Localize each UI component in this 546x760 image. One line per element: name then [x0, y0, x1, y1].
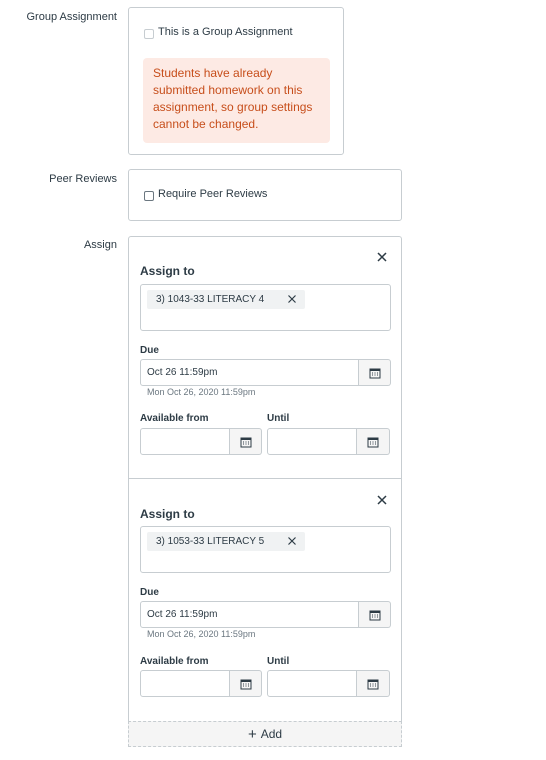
- add-assignment-button[interactable]: [128, 721, 402, 747]
- assignee-token: [147, 532, 305, 551]
- assign-box: [128, 236, 402, 722]
- calendar-icon: [240, 678, 252, 690]
- peer-reviews-box: [128, 169, 402, 221]
- available-from-calendar-button[interactable]: [230, 428, 262, 455]
- remove-token-icon[interactable]: [287, 536, 297, 546]
- calendar-icon: [369, 367, 381, 379]
- available-from-label: Available from: [140, 413, 209, 424]
- close-icon[interactable]: [375, 493, 389, 507]
- card-divider: [129, 478, 401, 479]
- group-assignment-label: Group Assignment: [26, 11, 117, 23]
- group-assignment-checkbox[interactable]: [144, 29, 154, 39]
- until-label: Until: [267, 413, 290, 424]
- assignee-token-label: 3) 1053-33 LITERACY 5: [156, 536, 265, 547]
- due-date-calendar-button[interactable]: [359, 601, 391, 628]
- plus-icon: +: [247, 725, 257, 743]
- available-from-input[interactable]: [140, 670, 230, 697]
- due-label: Due: [140, 587, 159, 598]
- remove-token-icon[interactable]: [287, 294, 297, 304]
- available-from-label: Available from: [140, 656, 209, 667]
- assignee-token: [147, 290, 305, 309]
- group-settings-alert: Students have already submitted homework on this assignment, so group settings cannot be changed.: [143, 58, 330, 143]
- available-from-calendar-button[interactable]: [230, 670, 262, 697]
- assign-to-label: Assign to: [140, 264, 195, 278]
- assign-to-input[interactable]: [140, 526, 391, 573]
- close-icon[interactable]: [375, 250, 389, 264]
- until-input[interactable]: [267, 428, 357, 455]
- group-assignment-checkbox-label: This is a Group Assignment: [158, 26, 293, 38]
- due-label: Due: [140, 345, 159, 356]
- calendar-icon: [369, 609, 381, 621]
- group-assignment-box: [128, 7, 344, 155]
- due-date-input[interactable]: Oct 26 11:59pm: [140, 359, 359, 386]
- until-calendar-button[interactable]: [357, 428, 390, 455]
- due-date-hint: Mon Oct 26, 2020 11:59pm: [147, 387, 256, 397]
- until-input[interactable]: [267, 670, 357, 697]
- assign-to-input[interactable]: [140, 284, 391, 331]
- available-from-input[interactable]: [140, 428, 230, 455]
- peer-reviews-checkbox-label: Require Peer Reviews: [158, 188, 268, 200]
- assign-to-label: Assign to: [140, 507, 195, 521]
- due-date-calendar-button[interactable]: [359, 359, 391, 386]
- due-date-hint: Mon Oct 26, 2020 11:59pm: [147, 629, 256, 639]
- peer-reviews-label: Peer Reviews: [49, 173, 117, 185]
- assignee-token-label: 3) 1043-33 LITERACY 4: [156, 294, 265, 305]
- until-calendar-button[interactable]: [357, 670, 390, 697]
- calendar-icon: [240, 436, 252, 448]
- until-label: Until: [267, 656, 290, 667]
- due-date-input[interactable]: Oct 26 11:59pm: [140, 601, 359, 628]
- calendar-icon: [367, 678, 379, 690]
- add-label: Add: [260, 727, 283, 741]
- assign-label: Assign: [83, 239, 117, 251]
- peer-reviews-checkbox[interactable]: [144, 191, 154, 201]
- calendar-icon: [367, 436, 379, 448]
